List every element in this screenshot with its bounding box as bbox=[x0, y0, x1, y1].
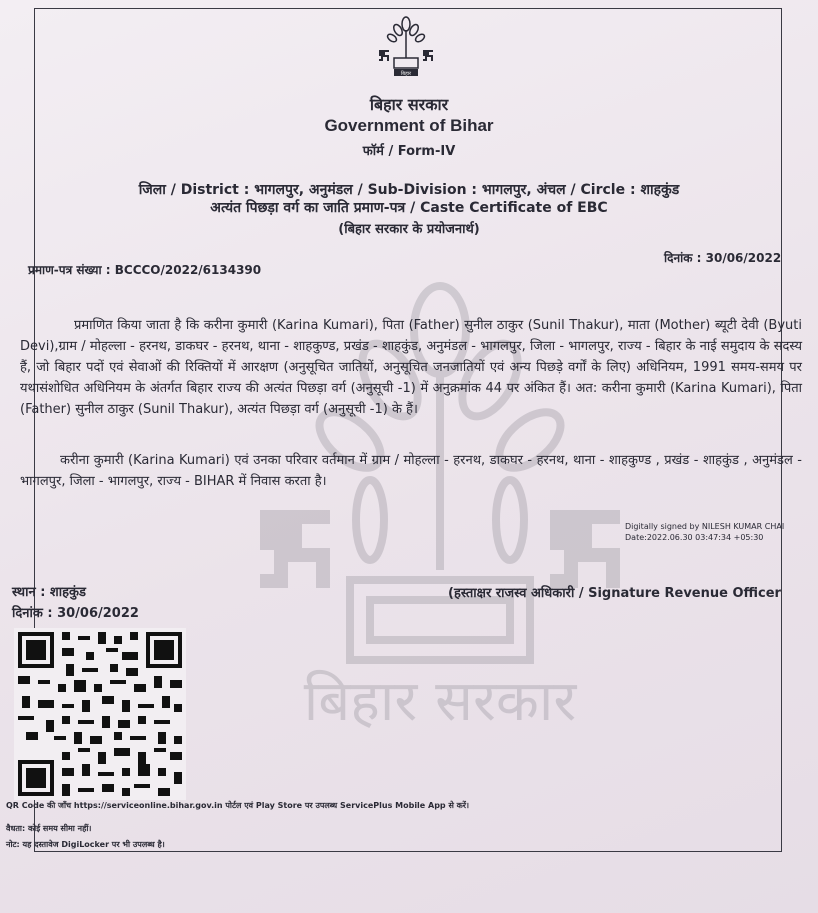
digital-signature-date: Date:2022.06.30 03:47:34 +05:30 bbox=[625, 533, 764, 542]
certificate-title: अत्यंत पिछड़ा वर्ग का जाति प्रमाण-पत्र / Caste Certificate of EBC bbox=[210, 200, 608, 216]
footer-date: दिनांक : 30/06/2022 bbox=[12, 606, 139, 621]
digital-signature-signer: Digitally signed by NILESH KUMAR CHAI bbox=[625, 522, 785, 531]
place-label: स्थान : शाहकुंड bbox=[12, 585, 86, 600]
signature-caption: (हस्ताक्षर राजस्व अधिकारी / Signature Revenue Officer bbox=[448, 586, 781, 601]
digilocker-note: नोट: यह दस्तावेज DigiLocker पर भी उपलब्ध है। bbox=[6, 840, 165, 849]
validity-note: वैधता: कोई समय सीमा नहीं। bbox=[6, 824, 92, 833]
government-hindi-title: बिहार सरकार bbox=[369, 95, 449, 114]
digital-signature-block bbox=[625, 521, 784, 543]
certificate-body-paragraph: प्रमाणित किया जाता है कि करीना कुमारी (Karina Kumari), पिता (Father) सुनील ठाकुर (Sunil Thakur), माता (Mother) ब्यूटी देवी (Byuti Devi),ग्राम / मोहल्ला - हरनथ, डाकघर - हरनथ, थाना - शाहकुण्ड, प्रखंड - शाहकुंड, अनुमंडल - भागलपुर, जिला - भागलपुर, राज्य - बिहार के नाई समुदाय के सदस्य हैं, जो बिहार पदों एवं सेवाओं की रिक्तियों में आरक्षण (अनुसूचित जातियों, अनुसूचित जनजातियों एवं अन्य पिछड़े वर्गों के लिए) अधिनियम, 1991 समय-समय पर यथासंशोधित अधिनियम के अंतर्गत बिहार राज्य की अत्यंत पिछड़ा वर्ग (अनुसूची -1) में अनुक्रमांक 44 पर अंकित हैं। अत: करीना कुमारी (Karina Kumari), पिता (Father) सुनील ठाकुर (Sunil Thakur), अत्यंत पिछड़ा वर्ग (अनुसूची -1) के हैं। bbox=[20, 318, 802, 417]
issue-date: दिनांक : 30/06/2022 bbox=[664, 251, 782, 265]
svg-text:बिहार सरकार: बिहार सरकार bbox=[303, 669, 577, 730]
government-title: Government of Bihar bbox=[324, 116, 494, 135]
svg-text:बिहार: बिहार bbox=[400, 71, 412, 76]
bihar-emblem-icon bbox=[376, 14, 436, 76]
location-line: जिला / District : भागलपुर, अनुमंडल / Sub-Division : भागलपुर, अंचल / Circle : शाहकुंड bbox=[138, 182, 680, 198]
residence-paragraph: करीना कुमारी (Karina Kumari) एवं उनका परिवार वर्तमान में ग्राम / मोहल्ला - हरनथ, डाकघर - हरनथ, थाना - शाहकुण्ड , प्रखंड - शाहकुंड , अनुमंडल - भागलपुर, जिला - भागलपुर, राज्य - BIHAR में निवास करता है। bbox=[20, 453, 802, 489]
certificate-number: प्रमाण-पत्र संख्या : BCCCO/2022/6134390 bbox=[28, 263, 262, 277]
form-number: फॉर्म / Form-IV bbox=[362, 144, 456, 159]
certificate-purpose: (बिहार सरकार के प्रयोजनार्थ) bbox=[338, 222, 480, 237]
qr-code-icon[interactable] bbox=[14, 628, 186, 800]
qr-verification-note: QR Code की जाँच https://serviceonline.bihar.gov.in पोर्टल एवं Play Store पर उपलब्ध ServicePlus Mobile App से करें। bbox=[6, 801, 470, 810]
